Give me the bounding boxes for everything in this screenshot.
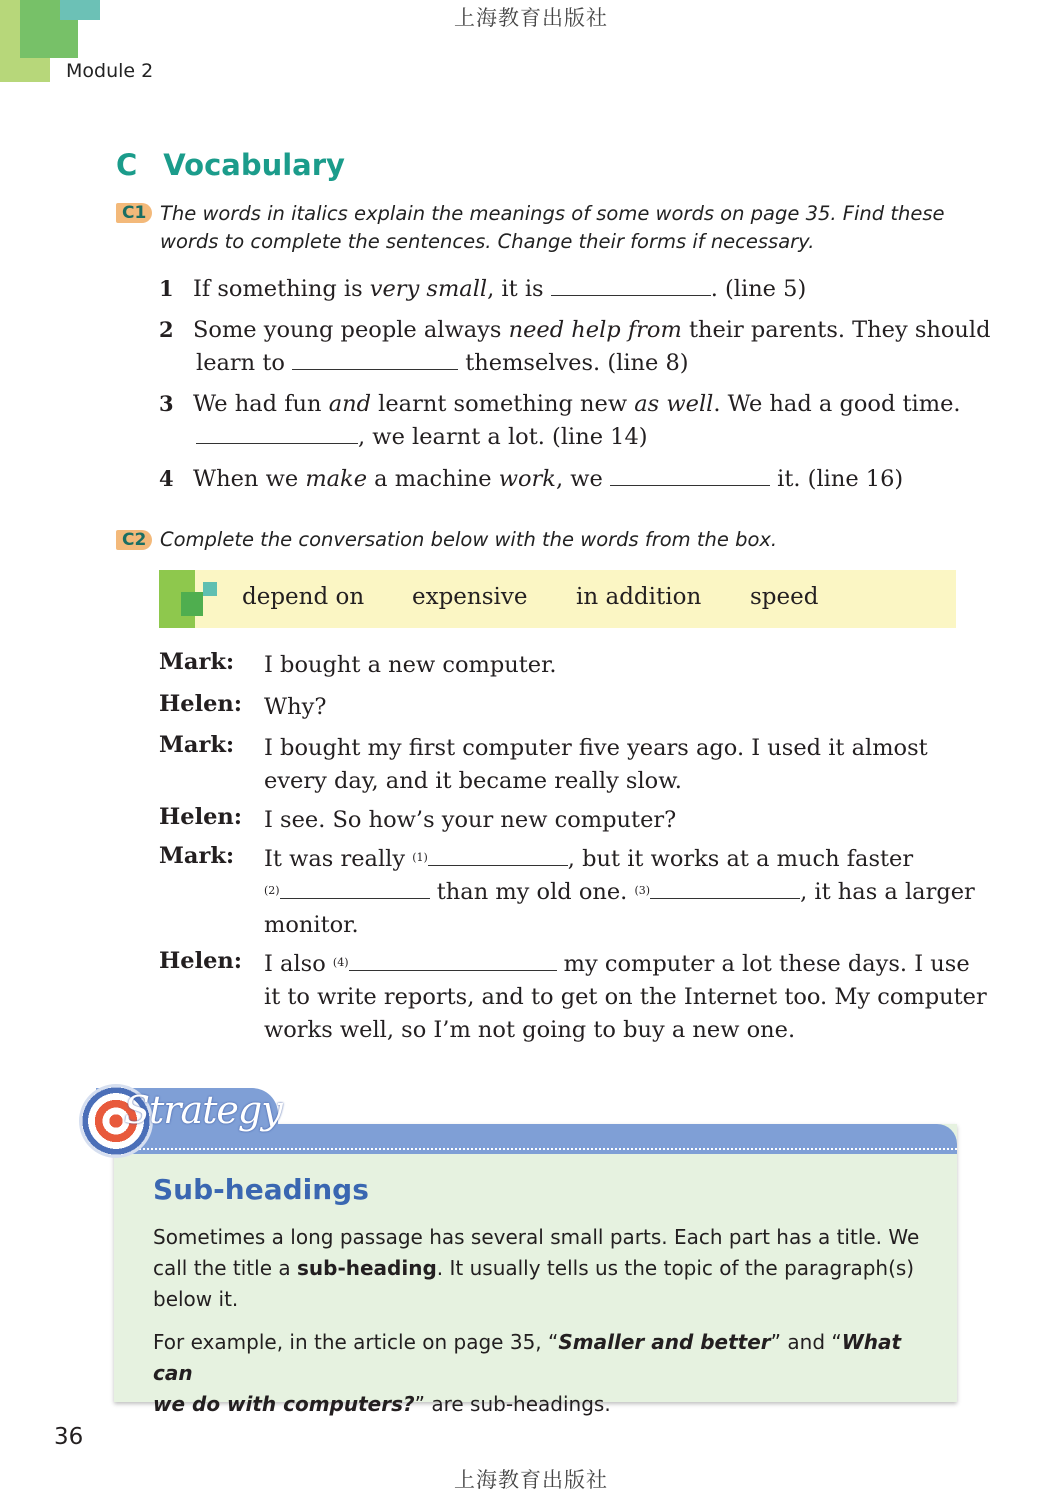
strategy-example: For example, in the article on page 35, “Smaller and better” and “What can we do with computers?” are sub-headings. xyxy=(153,1330,902,1416)
answer-blank[interactable] xyxy=(551,273,711,296)
word-option: expensive xyxy=(412,584,528,610)
dialogue-line: I bought my first computer five years ago. I used it almost every day, and it became really slow. xyxy=(264,735,928,794)
answer-blank[interactable] xyxy=(280,876,430,899)
question-4: 4 When we make a machine work, we it. (line 16) xyxy=(159,462,903,496)
answer-blank[interactable] xyxy=(349,948,557,971)
c1-tag: C1 xyxy=(116,203,152,223)
section-title xyxy=(116,148,345,182)
section-name: Vocabulary xyxy=(163,148,345,182)
strategy-label: Strategy xyxy=(124,1088,282,1132)
dialogue-line: Why? xyxy=(264,694,327,720)
blank-number: (4) xyxy=(332,956,349,969)
speaker-label: Helen: xyxy=(159,804,243,830)
blank-number: (2) xyxy=(264,884,280,897)
word-box-decoration xyxy=(203,582,217,596)
question-3: 3 We had fun and learnt something new as well. We had a good time. , we learnt a lot. (line 14) xyxy=(159,391,961,450)
word-option: depend on xyxy=(242,584,365,610)
publisher-header: 上海教育出版社 xyxy=(454,6,608,30)
answer-blank[interactable] xyxy=(292,347,458,370)
speaker-label: Mark: xyxy=(159,732,235,758)
word-option: speed xyxy=(750,584,819,610)
answer-blank[interactable] xyxy=(428,843,568,866)
word-box xyxy=(159,570,956,628)
c2-tag: C2 xyxy=(116,530,152,550)
module-label: Module 2 xyxy=(66,60,154,82)
speaker-label: Helen: xyxy=(159,691,243,717)
c2-instructions: Complete the conversation below with the words from the box. xyxy=(160,528,778,551)
strategy-paragraph: Sometimes a long passage has several small parts. Each part has a title. We call the title a sub-heading. It usually tells us the topic of the paragraph(s) below it. xyxy=(153,1225,920,1311)
dialogue-line: It was really $^{(1)}$ , but it works at a much faster $^{(2)}$ than my old one. $^{(3)}$ , it has a larger monitor. xyxy=(264,843,975,942)
strategy-divider xyxy=(114,1148,957,1150)
answer-blank[interactable] xyxy=(650,876,800,899)
c1-instructions: The words in italics explain the meanings of some words on page 35. Find these words to complete the sentences. Change their forms if necessary. xyxy=(160,202,945,253)
section-letter: C xyxy=(116,148,138,182)
publisher-footer: 上海教育出版社 xyxy=(454,1468,608,1492)
word-box-decoration xyxy=(181,592,203,616)
speaker-label: Mark: xyxy=(159,649,235,675)
speaker-label: Mark: xyxy=(159,843,235,869)
answer-blank[interactable] xyxy=(196,421,358,444)
answer-blank[interactable] xyxy=(610,463,770,486)
question-2: 2 Some young people always need help from their parents. They should learn to themselves. (line 8) xyxy=(159,317,991,376)
dialogue-line: I also $^{(4)}$ my computer a lot these days. I use it to write reports, and to get on the Internet too. My computer works well, so I’m not going to buy a new one. xyxy=(264,948,987,1047)
dialogue-line: I bought a new computer. xyxy=(264,652,557,678)
blank-number: (3) xyxy=(634,884,651,897)
strategy-heading: Sub-headings xyxy=(153,1173,369,1206)
word-option: in addition xyxy=(576,584,702,610)
dialogue-line: I see. So how’s your new computer? xyxy=(264,807,677,833)
speaker-label: Helen: xyxy=(159,948,243,974)
blank-number: (1) xyxy=(412,851,428,864)
question-1: 1 If something is very small, it is . (line 5) xyxy=(159,272,806,306)
page-number: 36 xyxy=(54,1424,84,1450)
